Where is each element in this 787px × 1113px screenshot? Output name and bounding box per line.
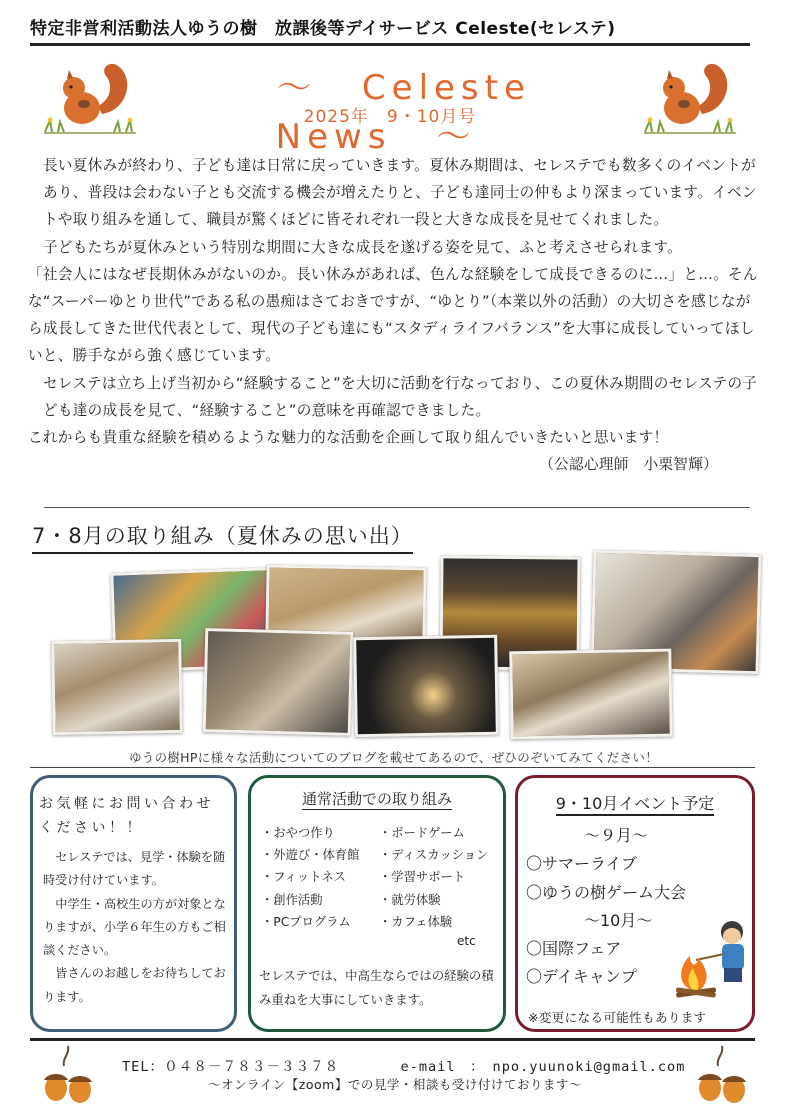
footer-contact-line xyxy=(100,1055,690,1075)
intro-paragraph: 「社会人にはなぜ長期休みがないのか。長い休みがあれば、色んな経験をして成長できるのに…」と…。そんな“スーパーゆとり世代”である私の愚痴はさておきですが、“ゆとり”（本業以外の活動）の大切さを感じながら成長してきた世代代表として、現代の子ども達にも“スタディライフバランス”を大事に成長していってほしいと、勝手ながら強く感じています。 xyxy=(28,265,758,365)
intro-signature: （公認心理師 小栗智輝） xyxy=(539,456,718,474)
squirrel-illustration xyxy=(40,56,140,136)
acorn-illustration xyxy=(694,1044,750,1108)
title-left-tilde: ～ xyxy=(277,68,318,108)
summer-section-title: 7・8月の取り組み（夏休みの思い出） xyxy=(32,520,413,554)
intro-divider xyxy=(44,507,750,508)
contact-title: お気軽にお問い合わせください！！ xyxy=(39,796,214,836)
squirrel-illustration xyxy=(640,56,740,136)
activities-etc: etc xyxy=(457,934,476,948)
activities-column-1 xyxy=(261,822,359,933)
photo-cafe-experience xyxy=(509,649,673,740)
blog-divider xyxy=(30,767,755,768)
contact-paragraph: 皆さんのお越しをお待ちしております。 xyxy=(43,966,226,1004)
activities-column-2 xyxy=(379,822,488,933)
acorn-illustration xyxy=(40,1044,96,1108)
events-note: ※変更になる可能性もあります xyxy=(528,1010,707,1025)
footer-online-note: ～オンライン【zoom】での見学・相談も受け付けております～ xyxy=(208,1077,582,1092)
contact-body xyxy=(43,846,231,1009)
list-item: ・学習サポート xyxy=(379,870,466,885)
footer-tel: TEL：０４８－７８３－３３７８ xyxy=(122,1059,340,1075)
regular-activities-box xyxy=(248,775,506,1032)
regular-activities-title-text: 通常活動での取り組み xyxy=(301,790,452,808)
events-title-text: 9・10月イベント予定 xyxy=(556,794,715,816)
list-item: ・ボードゲーム xyxy=(379,826,465,840)
contact-box xyxy=(30,775,237,1032)
newsletter-issue: 2025年 9・10月号 xyxy=(303,107,477,127)
intro-paragraph: 長い夏休みが終わり、子ども達は日常に戻っていきます。夏休み期間は、セレステでも数多くのイベントがあり、普段は会わない子とも交流する機会が増えたりと、子ども達同士の仲もより深まっています。イベントや取り組みを通して、職員が驚くほどに皆それぞれ一段と大きな成長を見せてくれました。 xyxy=(43,157,757,229)
contact-paragraph: 中学生・高校生の方が対象となりますが、小学６年生の方もご相談ください。 xyxy=(43,896,226,958)
contact-paragraph: セレステでは、見学・体験を随時受け付けています。 xyxy=(43,850,226,888)
regular-activities-title xyxy=(251,788,503,809)
blog-note: ゆうの樹HPに様々な活動についてのブログを載せてあるので、ぜひのぞいてみてください！ xyxy=(128,750,659,765)
list-item: ・ディスカッション xyxy=(379,848,489,863)
title-right-tilde: ～ xyxy=(436,117,477,157)
photo-night-fireworks xyxy=(353,635,499,737)
events-box xyxy=(515,775,755,1032)
intro-paragraph: セレステは立ち上げ当初から“経験すること”を大切に活動を行なっており、この夏休み期間のセレステの子ども達の成長を見て、“経験すること”の意味を再確認できました。 xyxy=(43,374,758,419)
list-item: ・おやつ作り xyxy=(261,826,335,840)
header-divider xyxy=(30,43,750,46)
intro-paragraph: これからも貴重な経験を積めるような魅力的な活動を企画して取り組んでいきたいと思います！ xyxy=(28,429,669,447)
intro-article xyxy=(28,152,758,478)
photo-kitchen-prep xyxy=(51,639,183,735)
list-item: ・外遊び・体育館 xyxy=(261,848,360,863)
footer-divider xyxy=(30,1038,755,1041)
campfire-illustration xyxy=(668,916,754,1002)
list-item: ・フィットネス xyxy=(261,870,346,885)
photo-group-workshop xyxy=(203,628,354,736)
intro-paragraph: 子どもたちが夏休みという特別な期間に大きな成長を遂げる姿を見て、ふと考えさせられます。 xyxy=(43,238,682,256)
event-item: 〇サマーライブ xyxy=(526,854,638,874)
october-label: ～10月～ xyxy=(584,910,653,930)
event-item: 〇デイキャンプ xyxy=(526,967,637,987)
footer-email[interactable]: e-mail ： npo.yuunoki@gmail.com xyxy=(400,1059,686,1075)
events-title xyxy=(518,791,752,814)
list-item: ・カフェ体験 xyxy=(379,914,453,929)
event-item: 〇国際フェア xyxy=(526,939,622,959)
list-item: ・創作活動 xyxy=(261,892,323,907)
event-item: 〇ゆうの樹ゲーム大会 xyxy=(526,882,687,902)
newsletter-title-text: Celeste News xyxy=(275,68,571,157)
list-item: ・PCプログラム xyxy=(261,914,351,929)
organization-header: 特定非営利活動法人ゆうの樹 放課後等デイサービス Celeste(セレステ) xyxy=(30,19,616,39)
september-label: ～９月～ xyxy=(584,826,649,845)
list-item: ・就労体験 xyxy=(379,892,441,907)
regular-activities-footer: セレステでは、中高生ならではの経験の積み重ねを大事にしていきます。 xyxy=(259,968,494,1007)
